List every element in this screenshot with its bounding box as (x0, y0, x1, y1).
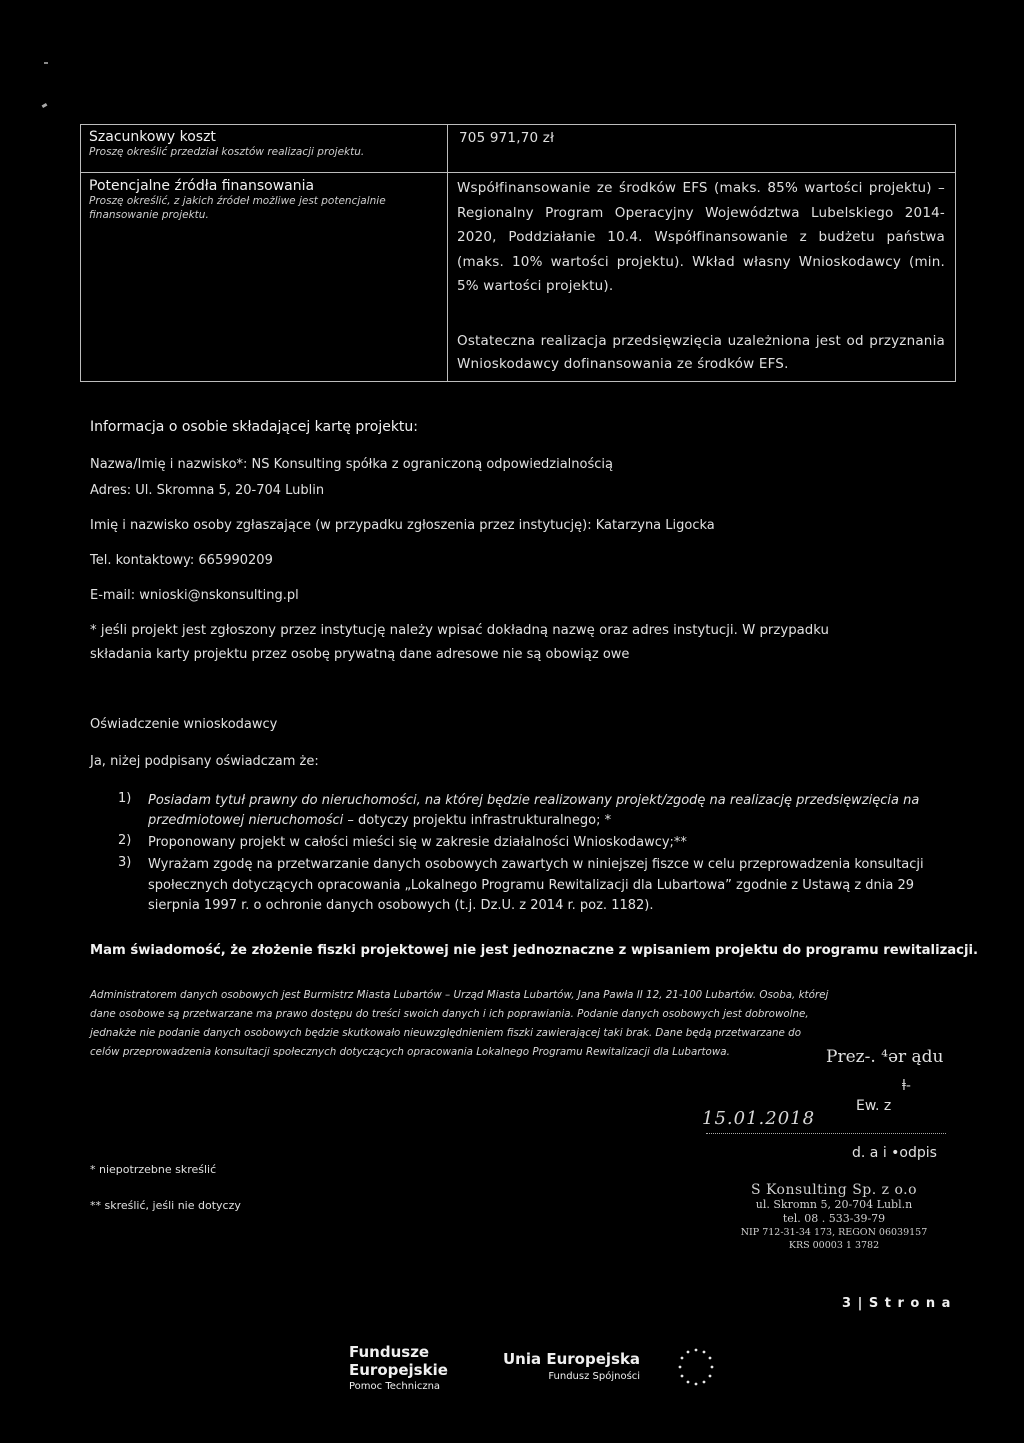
list-text-normal: – dotyczy projektu infrastrukturalnego; * (343, 813, 612, 828)
funding-title: Potencjalne źródła finansowania (89, 178, 315, 194)
logo-text-line1: Fundusze (349, 1343, 430, 1361)
unia-europejska-logo (503, 1350, 640, 1382)
signature-dotted-line (706, 1133, 946, 1134)
stamp-address: ul. Skromn 5, 20-704 Lubl.n (755, 1198, 913, 1211)
list-item (118, 855, 948, 917)
list-text: Wyrażam zgodę na przetwarzanie danych osobowych zawartych w niniejszej fiszce w celu przeprowadzenia konsultacji społecznych dotyczących opracowania „Lokalnego Programu Rewitalizacji dla Lubartowa” zgodnie z Ustawą z dnia 29 sierpnia 1997 r. o ochronie danych osobowych (t.j. Dz.U. z 2014 r. poz. 1182). (148, 857, 924, 913)
funding-condition: Ostateczna realizacja przedsięwzięcia uzależniona jest od przyznania Wnioskodawcy dofinansowania ze środków EFS. (457, 333, 945, 372)
list-number: 2) (118, 833, 132, 848)
contact-person: Imię i nazwisko osoby zgłaszające (w przypadku zgłoszenia przez instytucję): Katarzyna Ligocka (90, 518, 715, 533)
table-divider (447, 125, 448, 381)
page-number: 3 | S t r o n a (842, 1296, 952, 1311)
list-number: 1) (118, 791, 132, 806)
scan-mark (42, 103, 48, 108)
logo-text-line3: Pomoc Techniczna (349, 1381, 441, 1392)
list-item (118, 791, 948, 831)
logo-ue-title: Unia Europejska (503, 1350, 641, 1368)
company-stamp (724, 1182, 944, 1252)
cost-value: 705 971,70 zł (459, 130, 555, 146)
list-text-italic: Posiadam tytuł prawny do nieruchomości, na której będzie realizowany projekt/zgodę na realizację przedsięwzięcia na przedmiotowej nieruchomości (148, 793, 920, 828)
stamp-president: Prez-. ⁴ər ądu (826, 1047, 944, 1067)
stamp-mark: ⱡ- (902, 1078, 911, 1094)
contact-phone: Tel. kontaktowy: 665990209 (90, 553, 273, 568)
applicant-name: Nazwa/Imię i nazwisko*: NS Konsulting spółka z ograniczoną odpowiedzialnością (90, 457, 613, 472)
footnote-2: ** skreślić, jeśli nie dotyczy (90, 1199, 241, 1212)
handwritten-date: 15.01.2018 (702, 1108, 816, 1129)
cost-subtitle: Proszę określić przedział kosztów realizacji projektu. (89, 146, 365, 158)
scan-mark (44, 62, 48, 64)
info-heading: Informacja o osobie składającej kartę projektu: (90, 419, 419, 435)
stamp-name: Ew. z (856, 1098, 892, 1114)
logo-ue-subtitle: Fundusz Spójności (548, 1371, 641, 1382)
note-line-1: * jeśli projekt jest zgłoszony przez instytucję należy wpisać dokładną nazwę oraz adres instytucji. W przypadku (90, 623, 829, 638)
stamp-krs: KRS 00003 1 3782 (788, 1240, 880, 1251)
awareness-statement: Mam świadomość, że złożenie fiszki projektowej nie jest jednoznaczne z wpisaniem projektu do programu rewitalizacji. (90, 943, 979, 958)
declaration-heading: Oświadczenie wnioskodawcy (90, 717, 278, 732)
footnote-1: * niepotrzebne skreślić (90, 1163, 217, 1176)
gdpr-notice: Administratorem danych osobowych jest Burmistrz Miasta Lubartów – Urząd Miasta Lubartów, Jana Pawła II 12, 21-100 Lubartów. Osoba, której dane osobowe są przetwarzane ma prawo dostępu do treści swoich danych i ich poprawiania. Podanie danych osobowych jest dobrowolne, jednakże nie podanie danych osobowych będzie skutkowało nieuwzględnieniem fiszki zawierającej taki brak. Dane będą przetwarzane do celów przeprowadzenia konsultacji społecznych dotyczących opracowania Lokalnego Programu Rewitalizacji dla Lubartowa. (90, 989, 829, 1058)
fundusze-europejskie-logo (349, 1344, 448, 1395)
funding-label-cell (89, 178, 429, 222)
table-divider (81, 172, 447, 173)
stamp-phone: tel. 08 . 533-39-79 (782, 1212, 886, 1225)
logo-text-line2: Europejskie (349, 1361, 448, 1379)
stamp-nip: NIP 712-31-34 173, REGON 06039157 (740, 1227, 928, 1238)
list-text: Proponowany projekt w całości mieści się w zakresie działalności Wnioskodawcy;** (148, 835, 687, 850)
declaration-list (118, 791, 948, 917)
project-table (80, 124, 956, 382)
cost-title: Szacunkowy koszt (89, 129, 216, 145)
funding-subtitle: Proszę określić, z jakich źródeł możliwe jest potencjalnie finansowanie projektu. (89, 195, 386, 221)
cost-label-cell (89, 129, 441, 159)
stamp-company-name: S Konsulting Sp. z o.o (750, 1182, 918, 1198)
applicant-address: Adres: Ul. Skromna 5, 20-704 Lublin (90, 483, 325, 498)
contact-email: E-mail: wnioski@nskonsulting.pl (90, 588, 299, 603)
table-divider (447, 172, 955, 173)
date-signature-label: d. a i •odpis (852, 1145, 937, 1161)
declaration-intro: Ja, niżej podpisany oświadczam że: (90, 754, 319, 769)
list-item (118, 833, 948, 853)
eu-stars-icon (676, 1346, 716, 1390)
funding-sources: Współfinansowanie ze środków EFS (maks. 85% wartości projektu) – Regionalny Program Operacyjny Województwa Lubelskiego 2014-2020, Poddziałanie 10.4. Współfinansowanie z budżetu państwa (maks. 10% wartości projektu). Wkład własny Wnioskodawcy (min. 5% wartości projektu). (457, 180, 945, 294)
note-line-2: składania karty projektu przez osobę prywatną dane adresowe nie są obowiąz owe (90, 647, 630, 662)
list-text (148, 791, 948, 831)
list-number: 3) (118, 855, 132, 870)
